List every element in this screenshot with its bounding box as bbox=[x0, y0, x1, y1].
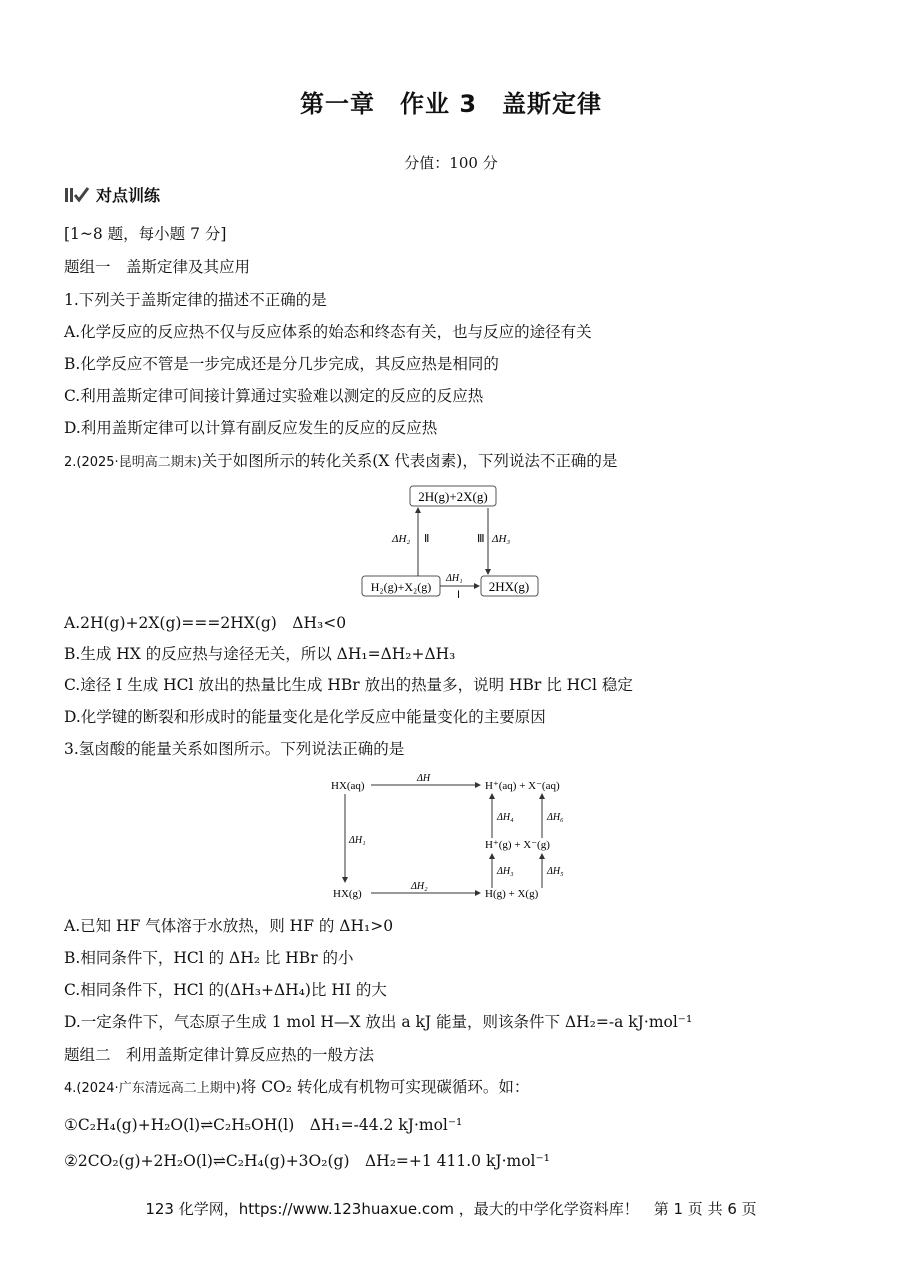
label-dh2: ΔH₂ bbox=[392, 533, 411, 545]
atoms-g: H(g) + X(g) bbox=[485, 888, 539, 900]
label-dh1: ΔH₁ bbox=[446, 573, 463, 584]
halogen-cycle-diagram bbox=[340, 480, 580, 605]
q4-stem bbox=[64, 1077, 529, 1099]
label-path-2: Ⅱ bbox=[424, 533, 430, 545]
q2-option-c: C.途径 Ⅰ 生成 HCl 放出的热量比生成 HBr 放出的热量多，说明 HBr 比 HCl 稳定 bbox=[64, 676, 633, 694]
hx-aq: HX(aq) bbox=[331, 780, 365, 792]
section-heading bbox=[64, 183, 160, 206]
label-path-1: Ⅰ bbox=[457, 590, 460, 601]
ions-g: H⁺(g) + X⁻(g) bbox=[485, 839, 550, 851]
q2-stem bbox=[64, 451, 617, 473]
q4-stem-text: 将 CO₂ 转化成有机物可实现碳循环。如： bbox=[240, 1078, 530, 1096]
ions-aq: H⁺(aq) + X⁻(aq) bbox=[485, 780, 560, 792]
q2-option-a: A.2H(g)+2X(g)===2HX(g) ΔH₃<0 bbox=[64, 614, 347, 632]
q1-option-d: D.利用盖斯定律可以计算有副反应发生的反应的反应热 bbox=[64, 419, 438, 437]
label-dh2-q3: ΔH₂ bbox=[411, 881, 428, 892]
question-range: [1~8 题，每小题 7 分] bbox=[64, 225, 227, 243]
diagram-top: 2H(g)+2X(g) bbox=[418, 489, 488, 504]
q4-equation-1: ①C₂H₄(g)+H₂O(l)⇌C₂H₅OH(l) ΔH₁=-44.2 kJ·mol⁻¹ bbox=[64, 1116, 463, 1134]
hx-g: HX(g) bbox=[333, 888, 362, 900]
label-dh4: ΔH₄ bbox=[497, 812, 514, 823]
label-path-3: Ⅲ bbox=[477, 533, 485, 545]
q3-option-c: C.相同条件下，HCl 的(ΔH₃+ΔH₄)比 HI 的大 bbox=[64, 981, 387, 999]
label-dh6: ΔH₆ bbox=[547, 812, 564, 823]
q3-option-b: B.相同条件下，HCl 的 ΔH₂ 比 HBr 的小 bbox=[64, 949, 354, 967]
label-dh3-q3: ΔH₃ bbox=[497, 866, 514, 877]
diagram-bottom-right: 2HX(g) bbox=[488, 579, 530, 594]
checklist-icon bbox=[64, 186, 90, 204]
label-dh3: ΔH₃ bbox=[492, 533, 511, 545]
q2-stem-text: 关于如图所示的转化关系(X 代表卤素)，下列说法不正确的是 bbox=[201, 452, 618, 470]
q1-option-b: B.化学反应不管是一步完成还是分几步完成，其反应热是相同的 bbox=[64, 355, 499, 373]
q3-option-a: A.已知 HF 气体溶于水放热，则 HF 的 ΔH₁>0 bbox=[64, 917, 394, 935]
q1-option-a: A.化学反应的反应热不仅与反应体系的始态和终态有关，也与反应的途径有关 bbox=[64, 323, 592, 341]
label-dh5: ΔH₅ bbox=[547, 866, 564, 877]
q2-option-b: B.生成 HX 的反应热与途径无关，所以 ΔH₁=ΔH₂+ΔH₃ bbox=[64, 645, 456, 663]
q2-option-d: D.化学键的断裂和形成时的能量变化是化学反应中能量变化的主要原因 bbox=[64, 708, 546, 726]
label-dh1-q3: ΔH₁ bbox=[349, 835, 366, 846]
q1-option-c: C.利用盖斯定律可间接计算通过实验难以测定的反应的反应热 bbox=[64, 387, 484, 405]
q4-source: 4.(2024·广东清远高二上期中) bbox=[64, 1081, 241, 1096]
q3-stem: 3.氢卤酸的能量关系如图所示。下列说法正确的是 bbox=[64, 740, 405, 758]
q4-equation-2: ②2CO₂(g)+2H₂O(l)⇌C₂H₄(g)+3O₂(g) ΔH₂=+1 411.0 kJ·mol⁻¹ bbox=[64, 1152, 550, 1170]
label-dh: ΔH bbox=[417, 773, 431, 784]
section-label: 对点训练 bbox=[96, 186, 161, 205]
page-title: 第一章 作业 3 盖斯定律 bbox=[299, 90, 603, 118]
hydrohalic-energy-diagram bbox=[325, 770, 575, 905]
score-label: 分值：100 分 bbox=[404, 154, 498, 172]
group-heading-1: 题组一 盖斯定律及其应用 bbox=[64, 258, 251, 276]
diagram-bottom-left: H₂(g)+X₂(g) bbox=[370, 580, 432, 594]
group-heading-2: 题组二 利用盖斯定律计算反应热的一般方法 bbox=[64, 1046, 375, 1064]
q2-source: 2.(2025·昆明高二期末) bbox=[64, 455, 202, 470]
page-footer: 123 化学网，https://www.123huaxue.com ，最大的中学化学资料库！ 第 1 页 共 6 页 bbox=[145, 1200, 757, 1218]
q3-option-d: D.一定条件下，气态原子生成 1 mol H—X 放出 a kJ 能量，则该条件下 ΔH₂=-a kJ·mol⁻¹ bbox=[64, 1013, 693, 1031]
q1-stem: 1.下列关于盖斯定律的描述不正确的是 bbox=[64, 291, 327, 309]
